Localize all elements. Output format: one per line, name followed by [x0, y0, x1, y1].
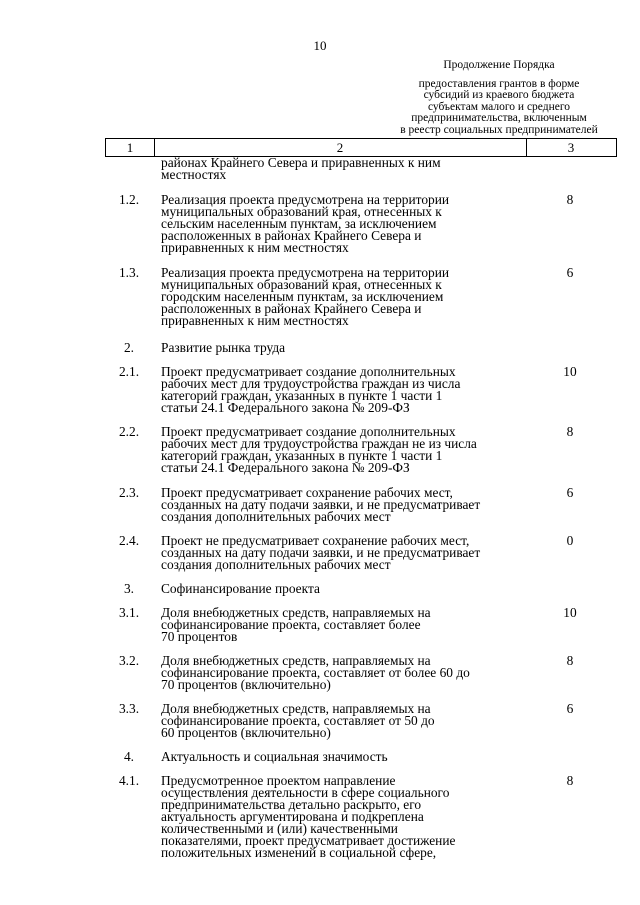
table-row: [105, 194, 617, 254]
criterion-line: районах Крайнего Севера и приравненных к ним: [161, 155, 441, 170]
table-row: [105, 775, 617, 859]
row-score: 8: [566, 773, 574, 788]
criterion-line: показателями, проект предусматривает достижение: [161, 833, 456, 848]
row-criterion: [153, 487, 525, 523]
table-row: [105, 267, 617, 327]
row-score: 6: [566, 265, 574, 280]
criterion-line: осуществления деятельности в сфере социального: [161, 785, 450, 800]
page-number: 10: [313, 38, 327, 53]
criterion-line: приравненных к ним местностях: [161, 240, 349, 255]
criterion-line: Предусмотренное проектом направление: [161, 773, 396, 788]
row-number: 2.1.: [118, 364, 140, 379]
row-number: 4.: [123, 749, 135, 764]
criterion-line: 70 процентов: [161, 629, 238, 644]
table-row: [105, 487, 617, 523]
criterion-line: расположенных в районах Крайнего Севера и: [161, 301, 422, 316]
criterion-line: Актуальность и социальная значимость: [161, 749, 388, 764]
criterion-line: софинансирование проекта, составляет от 50 до: [161, 713, 435, 728]
document-header: [380, 60, 618, 136]
row-number: 3.2.: [118, 653, 140, 668]
header-line: предоставления грантов в форме: [418, 77, 580, 90]
table-row: [105, 157, 617, 181]
row-number: 2.3.: [118, 485, 140, 500]
header-line: Продолжение Порядка: [443, 59, 555, 71]
row-number: 2.4.: [118, 533, 140, 548]
row-number: 3.3.: [118, 701, 140, 716]
row-number: 2.: [123, 340, 135, 355]
criterion-line: категорий граждан, указанных в пункте 1 части 1: [161, 448, 443, 463]
row-criterion: [153, 655, 525, 691]
header-line: предпринимательства, включенным: [411, 112, 587, 124]
criterion-line: Проект не предусматривает сохранение рабочих мест,: [161, 533, 470, 548]
row-criterion: [153, 703, 525, 739]
table-row: [105, 583, 617, 595]
criterion-line: Проект предусматривает сохранение рабочих мест,: [161, 485, 453, 500]
row-criterion: [153, 342, 525, 354]
table-row: [105, 655, 617, 691]
table-row: [105, 607, 617, 643]
criterion-line: актуальность аргументирована и подкреплена: [161, 809, 424, 824]
criterion-line: Доля внебюджетных средств, направляемых на: [161, 653, 431, 668]
criterion-line: статьи 24.1 Федерального закона № 209-ФЗ: [161, 460, 410, 475]
criterion-line: рабочих мест для трудоустройства граждан не из числа: [161, 436, 477, 451]
row-number: 2.2.: [118, 424, 140, 439]
row-score: 10: [563, 605, 577, 620]
column-header-2: 2: [154, 139, 527, 156]
criterion-line: 70 процентов (включительно): [161, 677, 331, 692]
row-criterion: [153, 535, 525, 571]
column-header-1: 1: [106, 139, 155, 156]
row-criterion: [153, 267, 525, 327]
table-row: [105, 342, 617, 354]
row-criterion: [153, 775, 525, 859]
table-row: [105, 751, 617, 763]
row-criterion: [153, 751, 525, 763]
criterion-line: Развитие рынка труда: [161, 340, 286, 355]
criterion-line: муниципальных образований края, отнесенных к: [161, 204, 442, 219]
row-score: 8: [566, 424, 574, 439]
criterion-line: Реализация проекта предусмотрена на территории: [161, 192, 450, 207]
criterion-line: Доля внебюджетных средств, направляемых на: [161, 701, 431, 716]
criterion-line: Доля внебюджетных средств, направляемых на: [161, 605, 431, 620]
criterion-line: софинансирование проекта, составляет от более 60 до: [161, 665, 470, 680]
table-row: [105, 426, 617, 474]
criterion-line: предпринимательства детально раскрыто, его: [161, 797, 422, 812]
row-score: 0: [566, 533, 574, 548]
criterion-line: 60 процентов (включительно): [161, 725, 331, 740]
criterion-line: софинансирование проекта, составляет более: [161, 617, 421, 632]
criterion-line: Проект предусматривает создание дополнительных: [161, 364, 456, 379]
criterion-line: рабочих мест для трудоустройства граждан из числа: [161, 376, 461, 391]
criterion-line: Реализация проекта предусмотрена на территории: [161, 265, 450, 280]
criterion-line: создания дополнительных рабочих мест: [161, 557, 391, 572]
row-score: 8: [566, 653, 574, 668]
row-criterion: [153, 583, 525, 595]
row-number: 3.1.: [118, 605, 140, 620]
table-body: [105, 157, 617, 859]
table-row: [105, 535, 617, 571]
header-line: субсидий из краевого бюджета: [423, 89, 575, 101]
criterion-line: приравненных к ним местностях: [161, 313, 349, 328]
row-criterion: [153, 194, 525, 254]
row-score: 8: [566, 192, 574, 207]
row-criterion: [153, 426, 525, 474]
criterion-line: количественными и (или) качественными: [161, 821, 398, 836]
row-score: 10: [563, 364, 577, 379]
criterion-line: созданных на дату подачи заявки, и не предусматривает: [161, 497, 481, 512]
row-criterion: [153, 607, 525, 643]
criterion-line: городским населенным пунктам, за исключением: [161, 289, 444, 304]
row-score: 6: [566, 485, 574, 500]
criterion-line: Софинансирование проекта: [161, 581, 320, 596]
row-score: 6: [566, 701, 574, 716]
criterion-line: муниципальных образований края, отнесенных к: [161, 277, 442, 292]
header-line: в реестр социальных предпринимателей: [400, 123, 598, 136]
criterion-line: создания дополнительных рабочих мест: [161, 509, 391, 524]
criterion-line: созданных на дату подачи заявки, и не предусматривает: [161, 545, 481, 560]
criterion-line: расположенных в районах Крайнего Севера и: [161, 228, 422, 243]
criterion-line: Проект предусматривает создание дополнительных: [161, 424, 456, 439]
row-number: 4.1.: [118, 773, 140, 788]
criterion-line: статьи 24.1 Федерального закона № 209-ФЗ: [161, 400, 410, 415]
row-number: 1.2.: [118, 192, 140, 207]
criterion-line: категорий граждан, указанных в пункте 1 части 1: [161, 388, 443, 403]
row-criterion: [153, 157, 525, 181]
row-criterion: [153, 366, 525, 414]
row-number: 1.3.: [118, 265, 140, 280]
table-row: [105, 703, 617, 739]
table-row: [105, 366, 617, 414]
criterion-line: положительных изменений в социальной сфере,: [161, 845, 437, 860]
header-line: субъектам малого и среднего: [427, 100, 571, 113]
column-header-3: 3: [567, 140, 575, 155]
row-number: 3.: [123, 581, 135, 596]
criterion-line: сельским населенным пунктам, за исключением: [161, 216, 437, 231]
criterion-line: местностях: [161, 167, 227, 182]
